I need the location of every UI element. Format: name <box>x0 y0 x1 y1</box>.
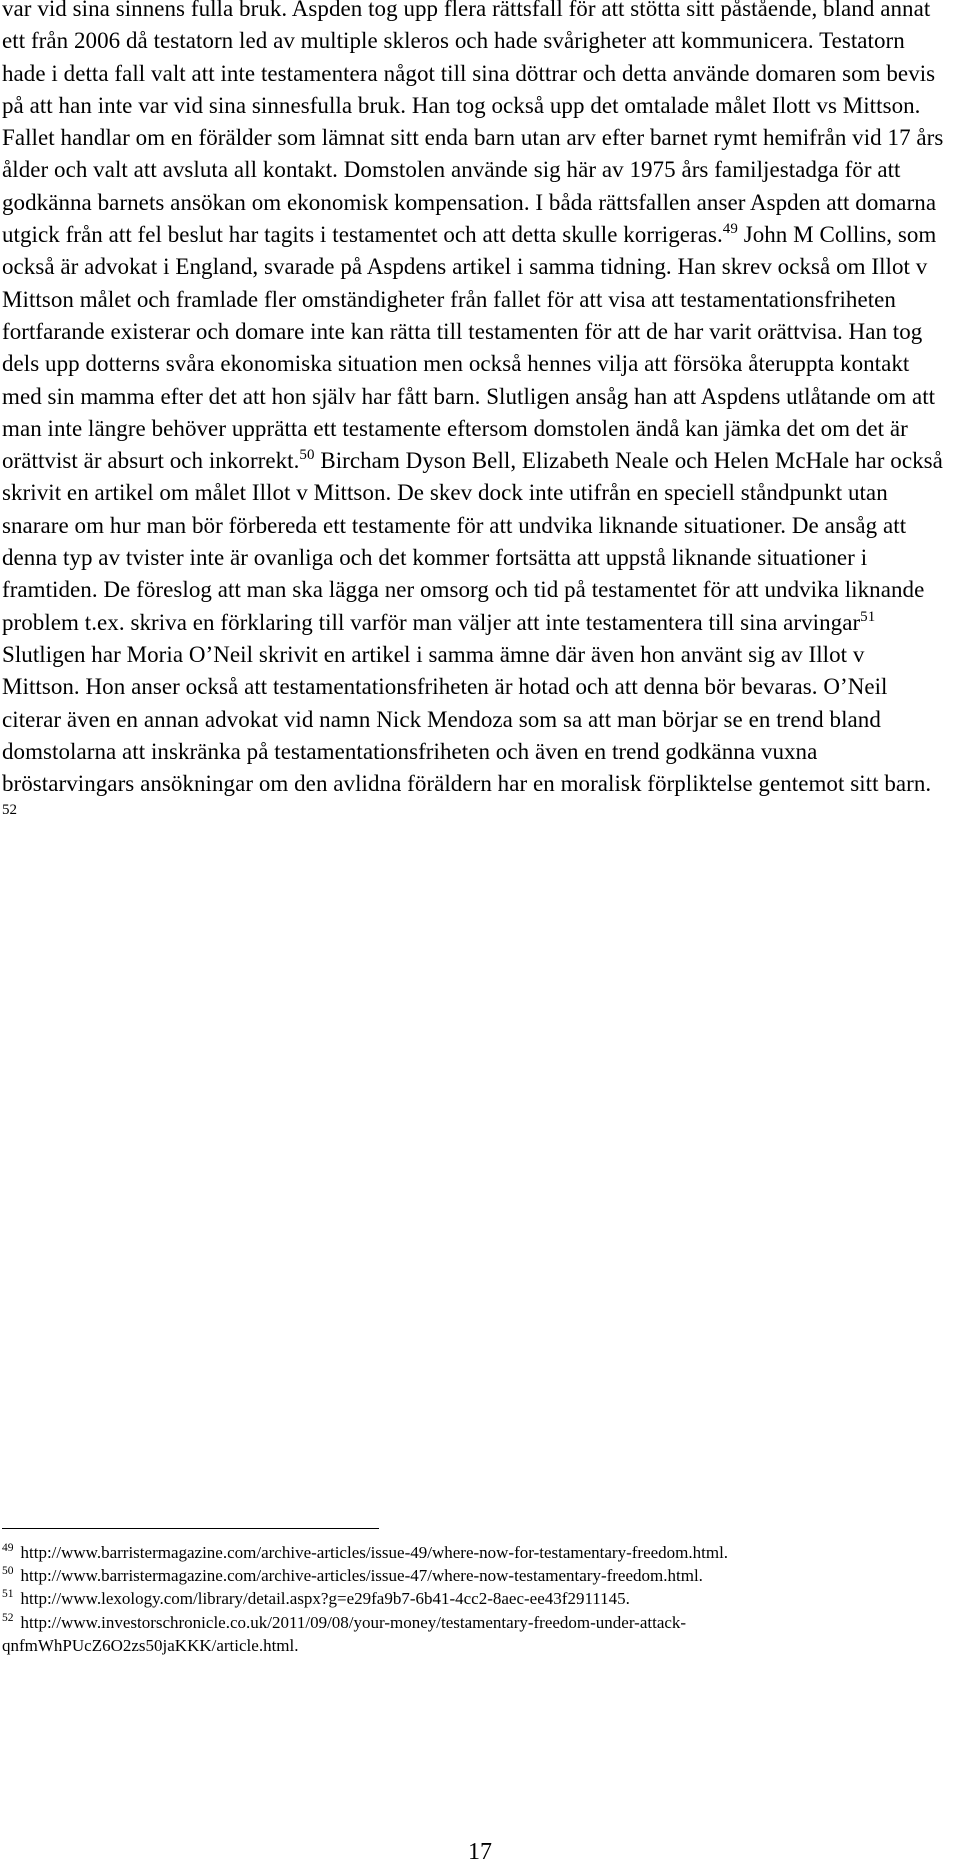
footnote-url: http://www.barristermagazine.com/archive-articles/issue-49/where-now-for-testamentary-freedom.html. <box>20 1543 729 1562</box>
footnote-number: 51 <box>2 1588 14 1601</box>
footnote-number: 52 <box>2 1611 14 1624</box>
footnote-number: 49 <box>2 1542 14 1554</box>
footnote-reference: 49 <box>722 221 738 238</box>
footnote <box>2 1611 922 1657</box>
footnote-reference: 50 <box>299 447 315 464</box>
footnote <box>2 1587 922 1610</box>
body-text-segment: Slutligen har Moria O’Neil skrivit en artikel i samma ämne där även hon använt sig av Illot v Mittson. Hon anser också att testamentationsfriheten är hotad och att denna bör bevaras. O’Neil citerar även en annan advokat vid namn Nick Mendoza som sa att man börjar se en trend bland domstolarna att inskränka på testamentationsfriheten och även en trend godkänna vuxna bröstarvingars ansökningar om den avlidna föräldern har en moralisk förpliktelse gentemot sitt barn. <box>2 641 932 797</box>
footnote-reference: 51 <box>860 608 876 625</box>
body-paragraph <box>2 0 944 833</box>
footnote-url: http://www.barristermagazine.com/archive-articles/issue-47/where-now-testamentary-freedom.html. <box>20 1566 703 1586</box>
page-number: 17 <box>468 1839 492 1865</box>
body-text-segment: Bircham Dyson Bell, Elizabeth Neale och Helen McHale har också skrivit en artikel om målet Illot v Mittson. De skev dock inte utifrån en speciell ståndpunkt utan snarare om hur man bör förbereda ett testamente för att undvika liknande situationer. De ansåg att denna typ av tvister inte är ovanliga och det kommer fortsätta att uppstå liknande situationer i framtiden. De föreslog att man ska lägga ner omsorg och tid på testamentet för att undvika liknande problem t.ex. skriva en förklaring till varför man väljer att inte testamentera till sina arvingar <box>2 448 943 635</box>
footnote-number: 50 <box>2 1565 14 1578</box>
body-text-segment: var vid sina sinnens fulla bruk. Aspden tog upp flera rättsfall för att stötta sitt påstående, bland annat ett från 2006 då testatorn led av multiple skleros och hade svårigheter att kommunicera. Testatorn hade i detta fall valt att inte testamentera något till sina döttrar och detta använde domaren som bevis på att han inte var vid sina sinnesfulla bruk. Han tog också upp det omtalade målet Ilott vs Mittson. Fallet handlar om en förälder som lämnat sitt enda barn utan arv efter barnet rymt hemifrån vid 17 års ålder och valt att avsluta all kontakt. Domstolen använde sig här av 1975 års familjestadga för att godkänna barnets ansökan om ekonomisk kompensation. I båda rättsfallen anser Aspden att domarna utgick från att fel beslut har tagits i testamentet och att detta skulle korrigeras. <box>2 0 944 248</box>
footnote <box>2 1541 922 1564</box>
footnotes-section <box>2 1541 922 1657</box>
footnote-separator <box>2 1528 379 1529</box>
footnote-url: http://www.investorschronicle.co.uk/2011/09/08/your-money/testamentary-freedom-under-attack-qnfmWhPUcZ6O2zs50jaKKK/article.html. <box>2 1612 687 1655</box>
body-text-segment: John M Collins, som också är advokat i England, svarade på Aspdens artikel i samma tidning. Han skrev också om Illot v Mittson målet och framlade fler omständigheter från fallet för att visa att testamentationsfriheten fortfarande existerar och domare inte kan rätta till testamenten för att de har varit orättvisa. Han tog dels upp dotterns svåra ekonomiska situation men också hennes vilja att försöka återuppta kontakt med sin mamma efter det att hon själv har fått barn. Slutligen ansåg han att Aspdens utlåtande om att man inte längre behöver upprätta ett testamente eftersom domstolen ändå kan jämka det om det är orättvist är absurt och inkorrekt. <box>2 222 937 474</box>
footnote <box>2 1564 922 1587</box>
footnote-reference: 52 <box>2 802 18 819</box>
footnote-url: http://www.lexology.com/library/detail.aspx?g=e29fa9b7-6b41-4cc2-8aec-ee43f2911145. <box>20 1589 630 1609</box>
